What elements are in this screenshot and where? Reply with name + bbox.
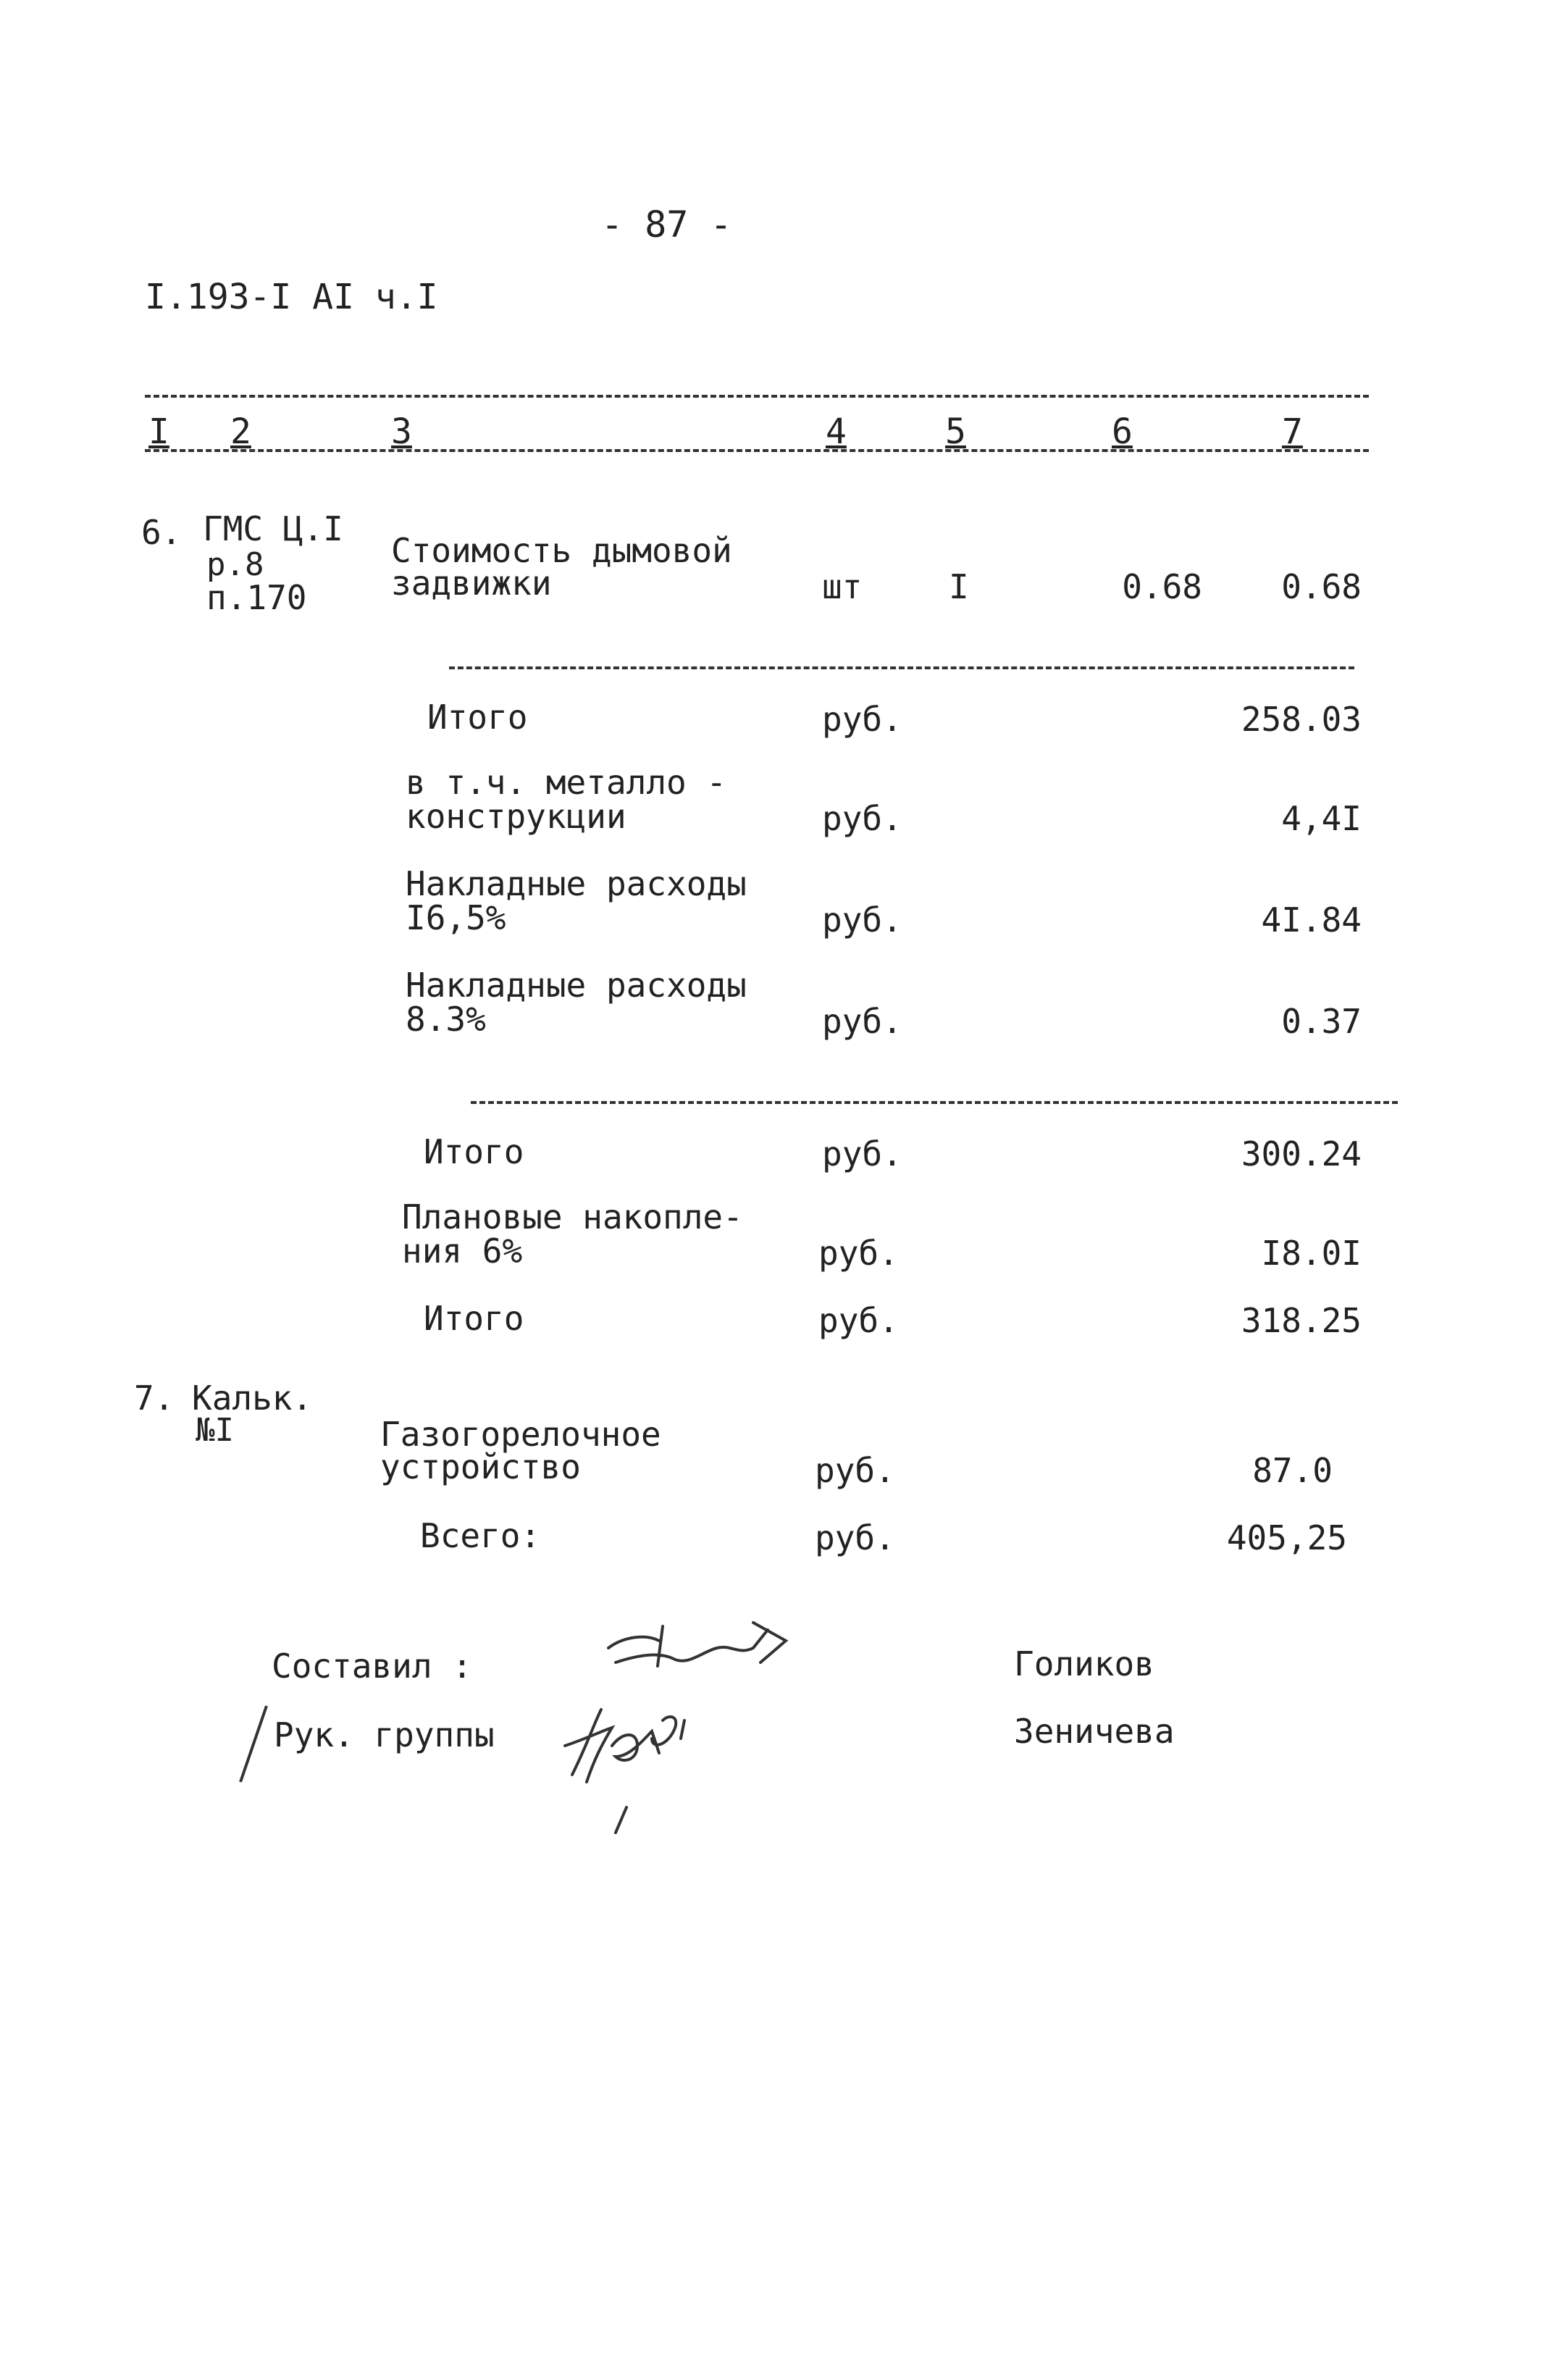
column-header-6: 6 [1112,411,1133,452]
item-7-number: 7. [134,1378,175,1418]
header-top-rule [145,395,1369,398]
subtotal-unit: руб. [822,1002,902,1041]
item-6-ref-line3: п.170 [206,578,307,617]
column-header-5: 5 [945,411,966,452]
total-label: Плановые накопле- [402,1197,743,1237]
grand-total-label: Всего: [420,1516,541,1555]
header-bottom-rule [145,449,1369,452]
group-head-name: Зеничева [1014,1712,1175,1751]
total-unit: руб. [818,1234,899,1273]
subtotal-label-line2: 8.3% [406,1000,486,1039]
item-7-value: 87.0 [1252,1451,1333,1490]
total-value: I8.0I [1261,1234,1362,1273]
document-code: I.193-I AI ч.I [145,277,438,317]
group-head-signature [543,1688,731,1833]
subtotal-unit: руб. [822,799,902,838]
item-7-desc-line1: Газогорелочное [380,1415,661,1454]
slash-mark [232,1699,275,1793]
subtotal-unit: руб. [822,700,902,739]
group-head-label: Рук. группы [274,1715,495,1754]
subtotal-rule-2 [471,1101,1398,1104]
item-6-qty: I [949,567,969,606]
item-6-desc-line1: Стоимость дымовой [391,531,732,570]
column-header-1: I [148,411,169,452]
subtotal-value: 4I.84 [1261,900,1362,940]
column-header-7: 7 [1282,411,1303,452]
item-6-number: 6. [141,513,182,552]
item-7-ref-line2: №I [196,1412,234,1449]
subtotal-label-line2: I6,5% [406,898,506,937]
total-value: 318.25 [1241,1301,1362,1340]
item-6-unit: шт [822,567,863,606]
column-header-4: 4 [826,411,847,452]
compiled-by-name: Голиков [1014,1644,1154,1683]
item-7-desc-line2: устройство [380,1447,581,1486]
grand-total-value: 405,25 [1226,1518,1347,1557]
item-6-desc-line2: задвижки [391,564,552,603]
total-unit: руб. [822,1134,902,1173]
subtotal-label-line2: конструкции [406,797,626,836]
subtotal-value: 4,4I [1281,799,1362,838]
subtotal-label: Накладные расходы [406,966,747,1005]
total-label: Итого [424,1299,524,1338]
item-6-total: 0.68 [1281,567,1362,606]
grand-total-unit: руб. [815,1518,895,1557]
total-label-line2: ния 6% [402,1231,523,1271]
column-header-3: 3 [391,411,412,452]
item-6-price: 0.68 [1122,567,1202,606]
page-number: - 87 - [601,204,732,246]
subtotal-label: Итого [427,698,528,737]
subtotal-label: Накладные расходы [406,864,747,903]
total-value: 300.24 [1241,1134,1362,1173]
item-7-unit: руб. [815,1451,895,1490]
subtotal-value: 0.37 [1281,1002,1362,1041]
compiled-by-signature [594,1608,811,1688]
subtotal-value: 258.03 [1241,700,1362,739]
subtotal-label: в т.ч. металло - [406,763,727,802]
total-label: Итого [424,1132,524,1171]
subtotal-unit: руб. [822,900,902,940]
compiled-by-label: Составил : [272,1647,472,1686]
subtotal-rule-1 [449,666,1354,669]
item-7-ref-line1: Кальк. [192,1378,313,1418]
column-header-2: 2 [230,411,251,452]
item-6-ref-line1: ГМС Ц.I [203,509,343,548]
total-unit: руб. [818,1301,899,1340]
item-6-ref-line2: р.8 [206,546,264,583]
